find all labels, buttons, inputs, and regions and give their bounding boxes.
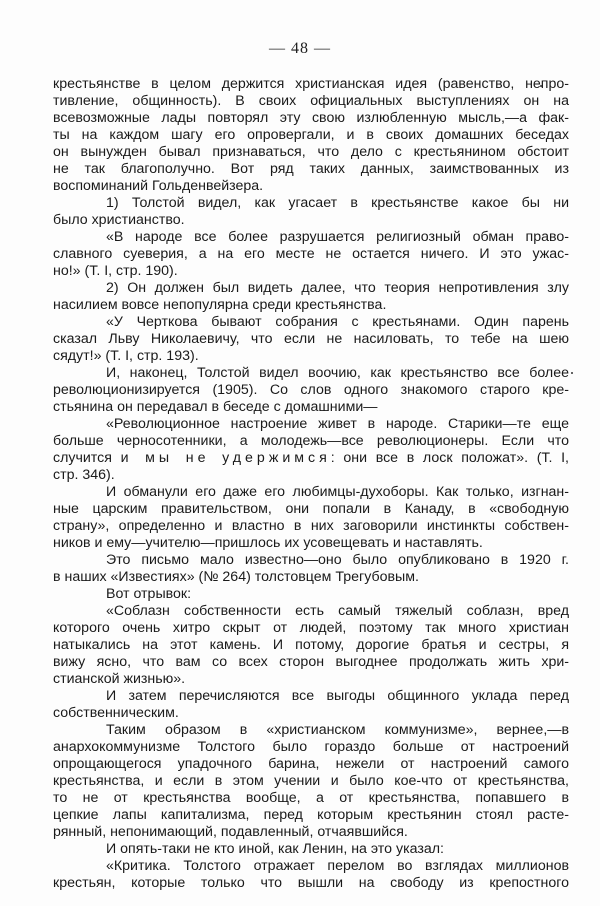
quote-line: сядут!» (Т. I, стр. 193). [53,348,199,364]
text-line: Таким образом в «христианском коммунизме», вернее,—в [106,722,569,738]
quote-line: но!» (Т. I, стр. 190). [53,263,178,279]
quote-line: стр. 346). [53,467,115,483]
quote-line: стианской жизнью». [53,671,186,687]
text-line: было христианство. [53,212,185,228]
text-line: он вынужден бывал признаваться, что дело с крестьянином обстоит [53,144,569,160]
text-line: не так благополучно. Вот ряд таких данных, заимствованных из [53,161,569,177]
text-line: крестьянства, и если в этом учении и было кое-что от крестьянства, [53,773,569,789]
quote-line: «Критика. Толстого отражает перелом во взглядах миллионов [106,858,569,874]
text-line: революционизируется (1905). Со слов одного знакомого старого кре- [53,382,569,398]
quote-line: натыкались на этот камень. И потому, дорогие братья и сестры, я [53,637,569,653]
scan-speck [571,372,573,374]
text-line: 1) Толстой видел, как угасает в крестьянстве какое бы ни [106,195,569,211]
quote-line: «У Черткова бывают собрания с крестьянами. Один парень [106,314,569,330]
text-line: всевозможные лады повторял эту свою излюбленную мысль,—а фак- [53,110,569,126]
text-line: страну», определенно и властно в них заговорили инстинкты собствен- [53,518,569,534]
quote-line: «Соблазн собственности есть самый тяжелый соблазн, вред [106,603,569,619]
quote-line: «В народе все более разрушается религиозный обман право- [106,229,569,245]
text-line: тивление, общинность). В своих официальных выступлениях он на [53,93,569,109]
quote-line: которого очень хитро скрыт от людей, поэтому так много христиан [53,620,569,636]
page-number: — 48 — [269,40,331,57]
quote-line: славного суеверия, а на его месте не остается ничего. И это ужас- [53,246,569,262]
quote-line: вижу ясно, что вам со всех сторон выгоднее продолжать жить хри- [53,654,569,670]
text-line: в наших «Известиях» (№ 264) толстовцем Трегубовым. [53,569,419,585]
quote-line: «Революционное настроение живет в народе. Старики—те еще [106,416,569,432]
text-line: Вот отрывок: [106,586,192,602]
text-line: стьянина он передавал в беседе с домашними— [53,399,378,415]
text-line: И, наконец, Толстой видел воочию, как крестьянство все более [106,365,569,381]
body-text [53,76,569,892]
text-line: ные царским правительством, они попали в Канаду, в «свободную [53,501,569,517]
text-run: случится [53,450,121,466]
quote-line: больше черносотенники, а молодежь—все революционеры. Если что [53,433,569,449]
text-line: насилием вовсе непопулярна среди крестьянства. [53,297,387,313]
text-line: крестьянстве в целом держится христианская идея (равенство, непро- [53,76,569,92]
text-line: воспоминаний Гольденвейзера. [53,178,264,194]
text-line: ты на каждом шагу его опровергали, и в своих домашних беседах [53,127,569,143]
emphasis-spaced-text: и мы не удержимся [120,450,331,466]
quote-line: крестьян, которые только что вышли на свободу из крепостного [53,875,569,891]
text-run: : они все в лоск положат». (Т. I, [330,450,569,466]
text-line: ников и ему—учителю—пришлось их усовещевать и наставлять. [53,535,483,551]
text-line: анархокоммунизме Толстого было гораздо больше от настроений [53,739,569,755]
text-line: то не от крестьянства вообще, а от крестьянства, попавшего в [53,790,569,806]
text-line: И затем перечисляются все выгоды общинного уклада перед [106,688,569,704]
text-line: собственническим. [53,705,179,721]
text-line: И опять-таки не кто иной, как Ленин, на это указал: [106,841,444,857]
text-line: рянный, непонимающий, подавленный, отчаявшийся. [53,824,408,840]
text-line: 2) Он должен был видеть далее, что теория непротивления злу [106,280,569,296]
quote-line-spaced [53,450,569,467]
text-line: И обманули его даже его любимцы-духоборы. Как только, изгнан- [106,484,569,500]
text-line: опрощающегося упадочного барина, нежели от настроений самого [53,756,569,772]
text-line: цепкие лапы капитализма, перед которым крестьянин стоял расте- [53,807,569,823]
quote-line: сказал Льву Николаевичу, что если не насиловать, то тебе на шею [53,331,569,347]
text-line: Это письмо мало известно—оно было опубликовано в 1920 г. [106,552,569,568]
